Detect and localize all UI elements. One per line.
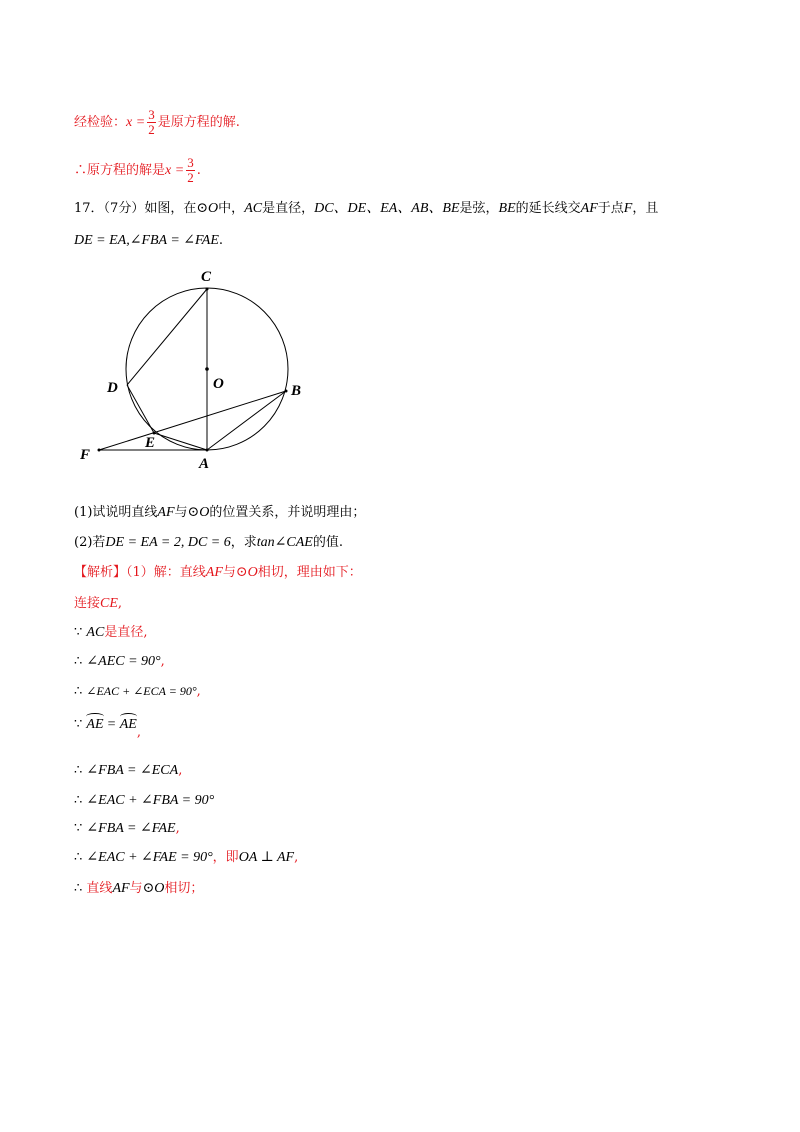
- solution-intro: 【解析】（1）解：直线AF与⊙O相切，理由如下：: [74, 565, 362, 580]
- arc-ae: AE: [119, 717, 137, 732]
- solution-step: ∴ ∠AEC = 90°,: [74, 654, 165, 669]
- chord-ea: [154, 433, 207, 450]
- label-d: D: [107, 380, 118, 396]
- solution-step: ∵ ∠FBA = ∠FAE,: [74, 821, 180, 836]
- solution-step: ∴ ∠FBA = ∠ECA,: [74, 763, 183, 778]
- fraction: $\frac{3}{2}$: [148, 107, 155, 137]
- label-o: O: [213, 376, 224, 392]
- point-c: [206, 288, 209, 291]
- solution-conclusion: ∴ 直线AF与⊙O相切；: [74, 881, 204, 896]
- question-1: (1)试说明直线AF与⊙O的位置关系，并说明理由；: [74, 505, 366, 520]
- verification-line: 经检验：x = $\frac{3}{2}$ 是原方程的解.: [74, 107, 240, 137]
- problem-statement: 17．（7分）如图，在⊙O中，AC是直径，DC、DE、EA、AB、BE是弦，BE的延长线交AF于点F，且: [74, 201, 659, 216]
- point-a: [206, 449, 209, 452]
- solution-step-connect: 连接CE,: [74, 596, 123, 611]
- solution-line: ∴原方程的解是x = $\frac{3}{2}$ .: [74, 155, 201, 185]
- solution-step: ∵ AC是直径,: [74, 625, 148, 640]
- label-b: B: [291, 383, 302, 399]
- label-c: C: [201, 269, 212, 285]
- label-e: E: [145, 435, 156, 451]
- point-f: [98, 449, 101, 452]
- point-b: [285, 390, 288, 393]
- fraction: $\frac{3}{2}$: [187, 155, 194, 185]
- point-o: [205, 367, 209, 371]
- problem-condition: DE = EA,∠FBA = ∠FAE.: [74, 233, 224, 248]
- solution-step: ∴ ∠EAC + ∠ECA = 90°,: [74, 684, 201, 699]
- line-fb: [99, 391, 286, 450]
- label-f: F: [80, 447, 91, 463]
- analysis-tag: 【解析】: [74, 565, 127, 580]
- solution-step-arcs: ∵ AE = AE,: [74, 717, 141, 740]
- chord-dc: [127, 289, 207, 385]
- chord-de: [127, 385, 154, 433]
- solution-step: ∴ ∠EAC + ∠FAE = 90°，即OA ⊥ AF,: [74, 850, 299, 865]
- geometry-figure: [70, 262, 310, 476]
- solution-step: ∴ ∠EAC + ∠FBA = 90°: [74, 793, 215, 808]
- question-2: (2)若DE = EA = 2, DC = 6，求tan∠CAE的值.: [74, 535, 343, 550]
- arc-ae: AE: [86, 717, 104, 732]
- label-a: A: [199, 456, 210, 472]
- chord-ab: [207, 391, 286, 450]
